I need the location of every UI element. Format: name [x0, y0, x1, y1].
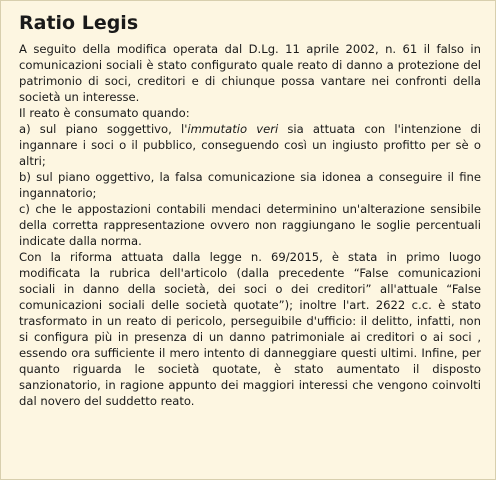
paragraph-intro: A seguito della modifica operata dal D.Lg. 11 aprile 2002, n. 61 il falso in comunicazioni sociali è stato configurato quale reato di danno a protezione del patrimonio di soci, creditori e di chiunque possa vantare nei confronti della società un interesse. [19, 42, 481, 104]
paragraph-accounting: c) che le appostazioni contabili mendaci determinino un'alterazione sensibile della corretta rappresentazione ovvero non raggiungano le soglie percentuali indicate dalla norma. [19, 202, 481, 248]
paragraph-reform: Con la riforma attuata dalla legge n. 69/2015, è stata in primo luogo modificata la rubrica dell'articolo (dalla precedente “False comunicazioni sociali in danno della società, dei soci o dei creditori” all'attuale “False comunicazioni sociali delle società quotate”); inoltre l'art. 2622 c.c. è stato trasformato in un reato di pericolo, perseguibile d'ufficio: il delitto, infatti, non si configura più in presenza di un danno patrimoniale ai creditori o ai soci , essendo ora sufficiente il mero intento di danneggiare questi ultimi. Infine, per quanto riguarda le società quotate, è stato aumentato il disposto sanzionatorio, in ragione appunto dei maggiori interessi che vengono coinvolti dal novero del suddetto reato. [19, 250, 481, 408]
paragraph-objective: b) sul piano oggettivo, la falsa comunicazione sia idonea a conseguire il fine ingannatorio; [19, 170, 481, 200]
subjective-text-end: sia attuata con l'intenzione di ingannare i soci o il pubblico, conseguendo così un ingiusto profitto per sè o altri; [19, 122, 482, 168]
immutatio-veri-term: immutatio veri [187, 122, 279, 136]
article-body [19, 41, 481, 409]
paragraph-consummation: Il reato è consumato quando: [19, 106, 190, 120]
subjective-text-start: a) sul piano soggettivo, l' [19, 122, 188, 136]
paragraph-subjective [19, 121, 481, 169]
section-title: Ratio Legis [19, 12, 139, 34]
